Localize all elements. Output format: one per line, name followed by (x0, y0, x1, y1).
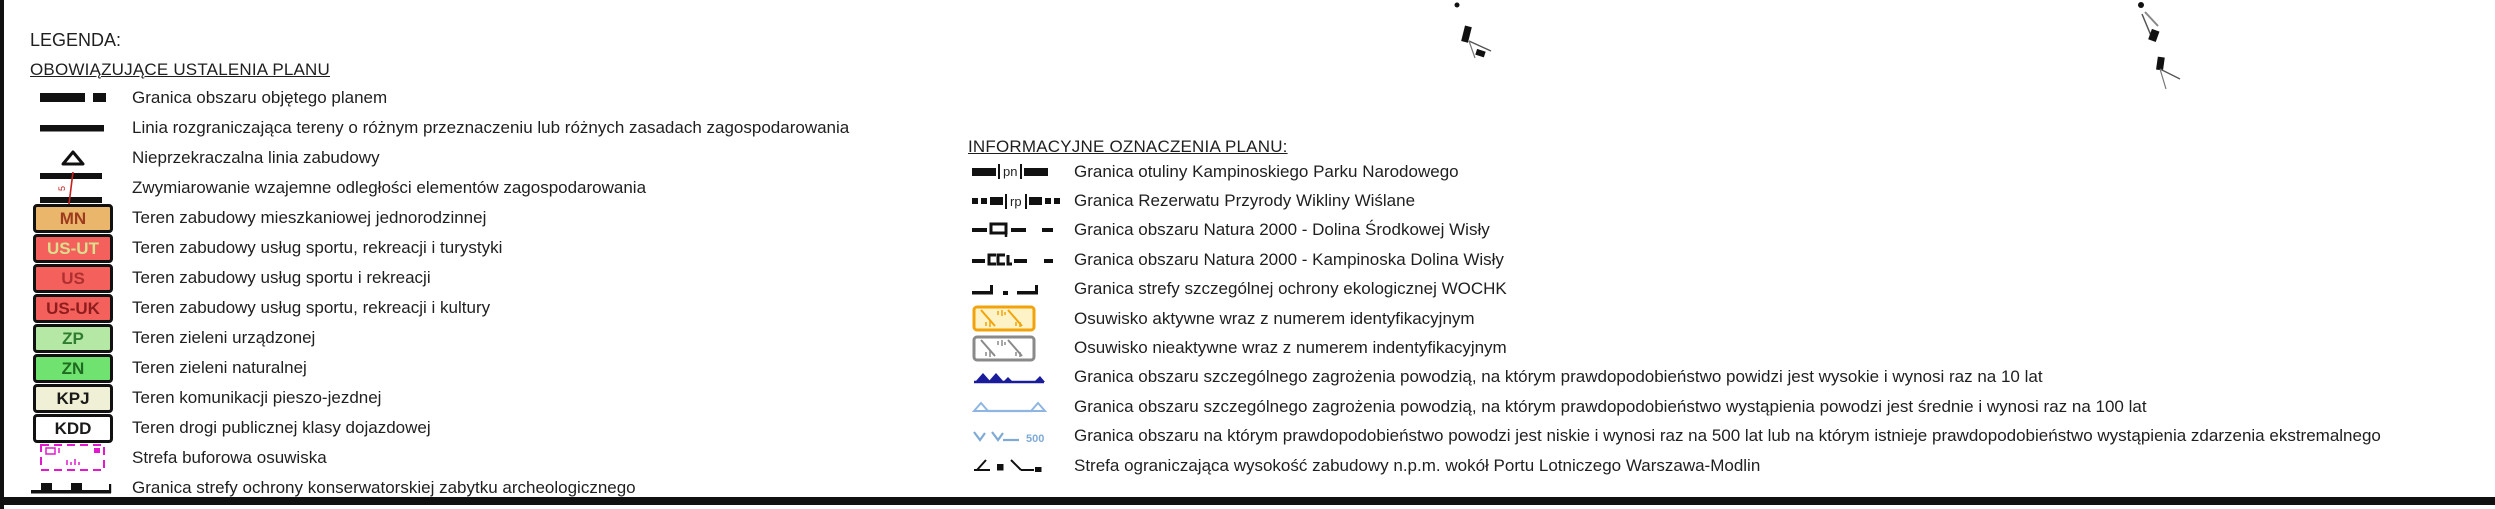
legend-item-label: Linia rozgraniczająca tereny o różnym przeznaczeniu lub różnych zasadach zagospodarowania (132, 118, 850, 137)
legend-item (20, 263, 950, 293)
zone-code: MN (33, 204, 113, 233)
legend-item (20, 353, 950, 383)
legend-item-label: Teren zabudowy usług sportu, rekreacji i kultury (132, 298, 491, 317)
zone-code-box-zn (20, 354, 126, 383)
legend-item-label: Osuwisko aktywne wraz z numerem identyfikacyjnym (1074, 308, 1475, 328)
legend-item (20, 83, 950, 113)
legend-item (20, 143, 950, 173)
zone-code: KDD (33, 414, 113, 443)
legend-item (20, 113, 950, 143)
legend-item (20, 473, 950, 503)
legend-item-label: Teren zabudowy usług sportu i rekreacji (132, 268, 431, 287)
natura2000-cc-boundary-symbol (968, 252, 1068, 268)
legend-item-label: Zwymiarowanie wzajemne odległości elementów zagospodarowania (132, 178, 647, 197)
legend-item (20, 173, 950, 203)
zone-code: ZP (33, 324, 113, 353)
zone-code-box-us-ut (20, 234, 126, 263)
conservation-boundary-symbol (20, 480, 126, 496)
zone-code: ZN (33, 354, 113, 383)
legend-item (968, 363, 2488, 392)
building-limit-triangle-icon (20, 149, 126, 167)
flood-boundary-10yr-symbol (968, 369, 1068, 385)
zone-code-box-mn (20, 204, 126, 233)
zone-code: US-UT (33, 234, 113, 263)
legend-item-label: Granica obszaru na którym prawdopodobieństwo powodzi jest niskie i wynosi raz na 500 lat lub na którym istnieje prawdopodobieństwo wystąpienia zdarzenia ekstremalnego (1074, 426, 2381, 446)
sheet-frame-left (0, 0, 4, 509)
legend-item-label: Teren zabudowy usług sportu, rekreacji i turystyki (132, 238, 503, 257)
zone-code-box-zp (20, 324, 126, 353)
legend-item (20, 203, 950, 233)
legend-item-label: Teren komunikacji pieszo-jezdnej (132, 388, 382, 407)
legend-item-label: Granica obszaru Natura 2000 - Kampinoska Dolina Wisły (1074, 249, 1504, 269)
landslide-active-symbol (968, 305, 1068, 332)
dividing-line-symbol (20, 124, 126, 132)
legend-item-label: Nieprzekraczalna linia zabudowy (132, 148, 380, 167)
section-heading-binding: OBOWIĄZUJĄCE USTALENIA PLANU (30, 60, 331, 79)
legend-item-label: Granica strefy szczególnej ochrony ekologicznej WOCHK (1074, 279, 1507, 299)
legend-item-label: Granica otuliny Kampinoskiego Parku Narodowego (1074, 161, 1459, 181)
wochk-boundary-symbol (968, 282, 1068, 297)
map-artifact-mark (2125, 0, 2195, 95)
plan-boundary-line-symbol (20, 93, 126, 103)
zone-code-box-kdd (20, 414, 126, 443)
legend-item (968, 392, 2488, 421)
landslide-inactive-symbol (968, 335, 1068, 362)
legend-item-label: Granica strefy ochrony konserwatorskiej zabytku archeologicznego (132, 478, 636, 497)
zone-code: US-UK (33, 294, 113, 323)
natura2000-square-boundary-symbol (968, 222, 1068, 238)
dimensioning-symbol (20, 172, 126, 204)
legend-item-label: Granica obszaru Natura 2000 - Dolina Środkowej Wisły (1074, 220, 1490, 240)
legend-item-label: Granica obszaru objętego planem (132, 88, 388, 107)
legend-item-label: Strefa buforowa osuwiska (132, 448, 327, 467)
legend-item (20, 323, 950, 353)
pn-boundary-symbol (968, 164, 1068, 179)
svg-text:500: 500 (1026, 432, 1045, 444)
legend-item (968, 304, 2488, 333)
landslide-buffer-zone-symbol (20, 443, 126, 473)
legend-item (20, 233, 950, 263)
legend-item-label: Granica obszaru szczególnego zagrożenia powodzią, na którym prawdopodobieństwo powidzi jest wysokie i wynosi raz na 10 lat (1074, 367, 2043, 387)
legend-item (20, 443, 950, 473)
legend-item-label: Osuwisko nieaktywne wraz z numerem indentyfikacyjnym (1074, 338, 1507, 358)
legend-column-binding (20, 83, 950, 503)
legend-item (968, 157, 2488, 186)
legend-item (968, 216, 2488, 245)
legend-item-label: Teren zabudowy mieszkaniowej jednorodzinnej (132, 208, 487, 227)
zone-code-box-us-uk (20, 294, 126, 323)
legend-column-informational (968, 157, 2488, 480)
zone-code-box-kpj (20, 384, 126, 413)
legend-item (20, 413, 950, 443)
legend-item-label: Teren drogi publicznej klasy dojazdowej (132, 418, 431, 437)
zone-code: US (33, 264, 113, 293)
legend-item (968, 451, 2488, 480)
zone-code-box-us (20, 264, 126, 293)
boundary-code: pn (1003, 164, 1018, 180)
legend-item-label: Strefa ograniczająca wysokość zabudowy n.p.m. wokół Portu Lotniczego Warszawa-Modlin (1074, 455, 1761, 475)
legend-item (20, 383, 950, 413)
map-artifact-mark (1445, 0, 1505, 60)
boundary-code: rp (1010, 193, 1022, 209)
airport-height-limit-zone-symbol (968, 457, 1068, 474)
rp-boundary-symbol (968, 194, 1068, 209)
zone-code: KPJ (33, 384, 113, 413)
flood-boundary-500yr-symbol (968, 429, 1068, 444)
section-heading-informational: INFORMACYJNE OZNACZENIA PLANU: (968, 137, 1288, 156)
legend-item (968, 422, 2488, 451)
legend-item-label: Teren zieleni urządzonej (132, 328, 316, 347)
legend-item (968, 186, 2488, 215)
legend-item-label: Granica Rezerwatu Przyrody Wikliny Wiślane (1074, 191, 1416, 211)
svg-text:5: 5 (57, 185, 67, 191)
legend-item (968, 245, 2488, 274)
legend-item-label: Granica obszaru szczególnego zagrożenia powodzią, na którym prawdopodobieństwo wystąpienia powodzi jest średnie i wynosi raz na 100 lat (1074, 396, 2147, 416)
legend-item (968, 333, 2488, 362)
legend-item (20, 293, 950, 323)
legend-title: LEGENDA: (30, 30, 122, 50)
legend-item (968, 275, 2488, 304)
legend-item-label: Teren zieleni naturalnej (132, 358, 307, 377)
flood-boundary-100yr-symbol (968, 400, 1068, 414)
